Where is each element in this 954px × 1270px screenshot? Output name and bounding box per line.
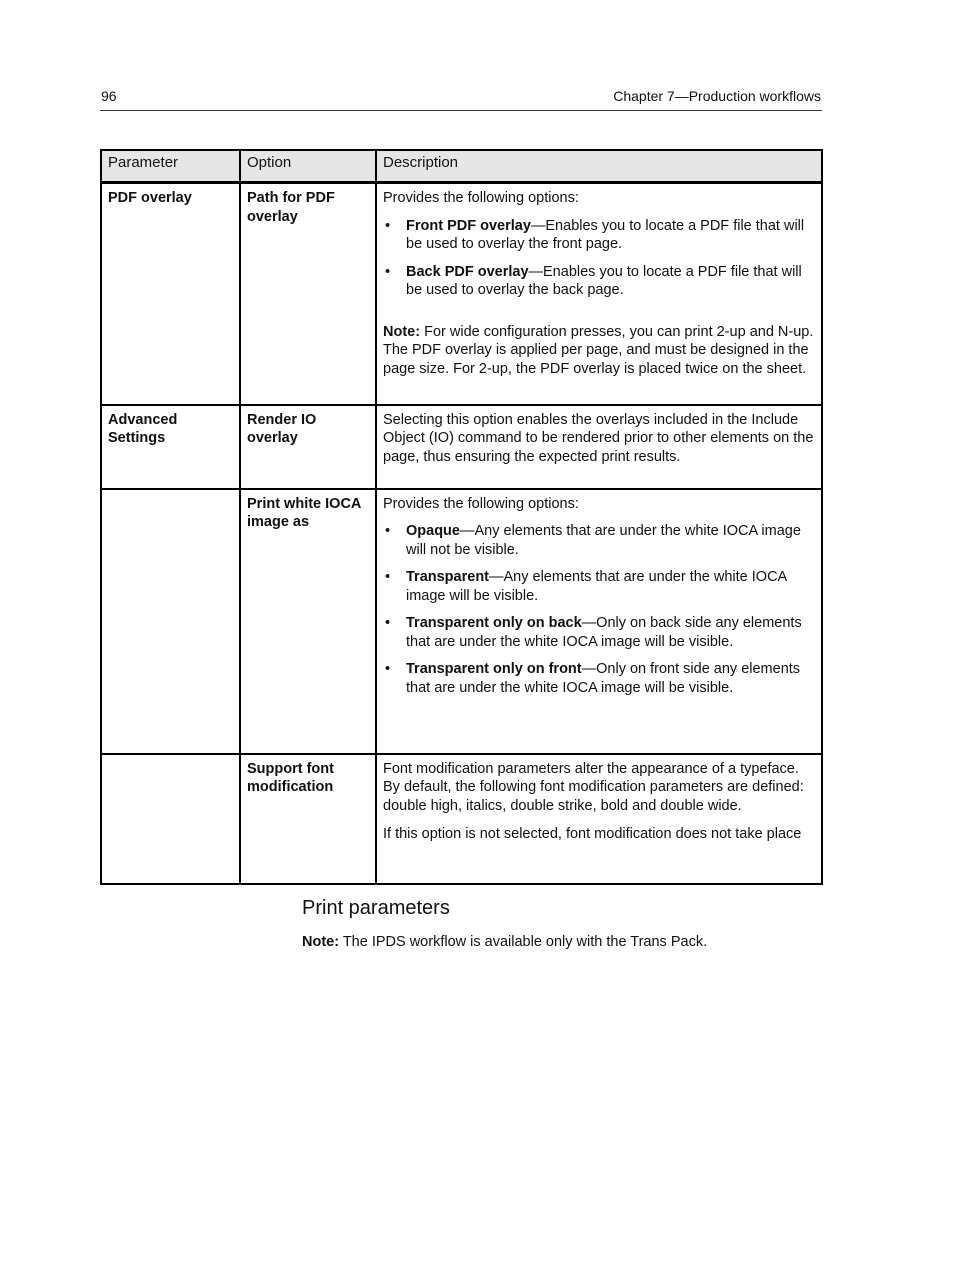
description-paragraph: If this option is not selected, font modification does not take place: [383, 826, 802, 842]
description-cell: Selecting this option enables the overlays included in the Include Object (IO) command to be rendered prior to other elements on the page, thus ensuring the expected print results.: [376, 405, 822, 489]
description-intro: Provides the following options:: [383, 495, 579, 512]
table-row: [101, 405, 822, 489]
parameter-cell: [101, 489, 240, 754]
parameter-cell: Advanced Settings: [101, 405, 240, 489]
section-note: [302, 934, 707, 950]
option-text: —Only on front side any elements that are under the white IOCA image will be visible.: [406, 661, 801, 696]
parameter-cell: [101, 754, 240, 884]
option-term: Back PDF overlay: [406, 263, 529, 280]
list-item: [383, 660, 815, 697]
section-title: Print parameters: [302, 897, 450, 919]
list-item: [383, 614, 815, 651]
option-text: —Any elements that are under the white IOCA image will be visible.: [406, 569, 787, 604]
column-header-description: Description: [376, 150, 822, 183]
option-cell: Path for PDF overlay: [240, 183, 376, 405]
option-term: Transparent: [406, 569, 489, 585]
option-text: —Enables you to locate a PDF file that will be used to overlay the back page.: [406, 263, 802, 298]
option-term: Transparent only on front: [406, 661, 582, 677]
parameters-table: [100, 149, 823, 885]
page-number: 96: [101, 88, 117, 104]
option-term: Opaque: [406, 523, 460, 539]
note-text: The IPDS workflow is available only with the Trans Pack.: [339, 934, 708, 950]
table-row: [101, 183, 822, 405]
list-item: [383, 568, 815, 605]
options-list: [383, 522, 815, 697]
option-term: Front PDF overlay: [406, 217, 531, 234]
list-item: [383, 217, 815, 254]
table-row: [101, 489, 822, 754]
description-cell: [376, 754, 822, 884]
table-row: [101, 754, 822, 884]
column-header-option: Option: [240, 150, 376, 183]
option-cell: Print white IOCA image as: [240, 489, 376, 754]
list-item: [383, 263, 815, 300]
note-label: Note:: [302, 934, 340, 950]
description-cell: [376, 489, 822, 754]
table-header-row: [101, 150, 822, 183]
header-rule: [100, 110, 822, 111]
running-head: Chapter 7—Production workflows: [613, 88, 821, 104]
description-intro: Provides the following options:: [383, 190, 579, 206]
description-cell: [376, 183, 822, 405]
option-term: Transparent only on back: [406, 615, 582, 631]
note-label: Note:: [383, 323, 421, 340]
parameter-cell: PDF overlay: [101, 183, 240, 405]
options-list: [383, 217, 815, 300]
option-text: —Any elements that are under the white IOCA image will not be visible.: [406, 523, 801, 558]
option-cell: Render IO overlay: [240, 405, 376, 489]
note-text: For wide configuration presses, you can print 2-up and N-up. The PDF overlay is applied per page, and must be designed in the page size. For 2-up, the PDF overlay is placed twice on the sheet.: [383, 323, 814, 377]
option-cell: Support font modification: [240, 754, 376, 884]
option-text: —Enables you to locate a PDF file that will be used to overlay the front page.: [406, 217, 805, 252]
option-text: —Only on back side any elements that are under the white IOCA image will be visible.: [406, 615, 802, 650]
description-paragraph: Font modification parameters alter the appearance of a typeface. By default, the following font modification parameters are defined: double high, italics, double strike, bold and double wide.: [383, 760, 804, 814]
column-header-parameter: Parameter: [101, 150, 240, 183]
list-item: [383, 522, 815, 559]
note: [383, 323, 815, 379]
